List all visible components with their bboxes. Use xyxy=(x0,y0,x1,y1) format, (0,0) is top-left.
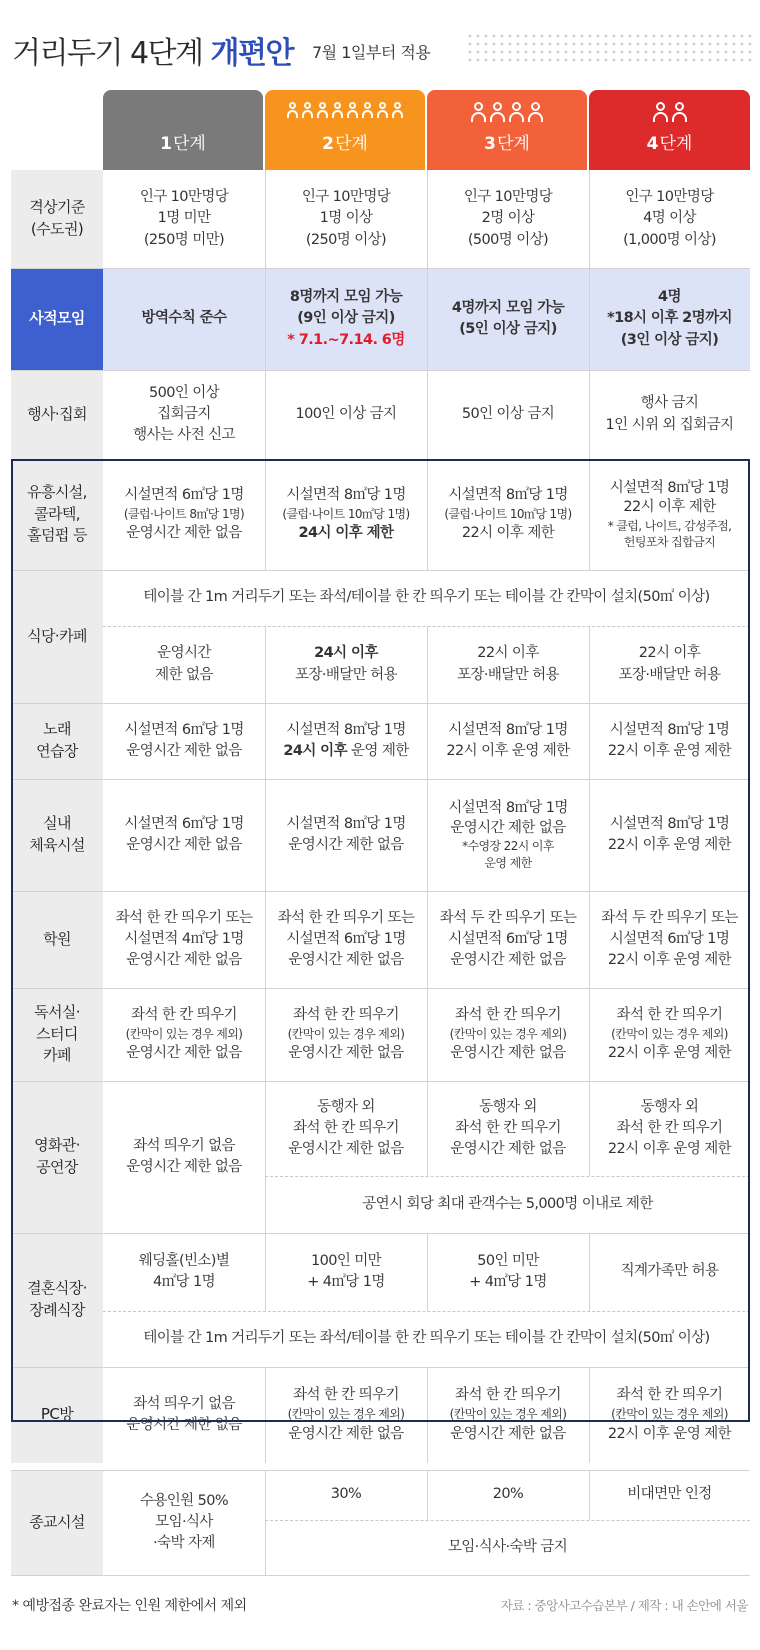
events-level-2: 100인 이상 금지 xyxy=(295,405,397,422)
private-level-1: 방역수칙 준수 xyxy=(103,268,265,370)
row-label-academy: 학원 xyxy=(11,891,103,988)
events-level-4: 행사 금지 1인 시위 외 집회금지 xyxy=(605,395,734,433)
level-1-header: 1단계 xyxy=(103,90,263,170)
sports-level-4: 시설면적 8㎡당 1명 22시 이후 운영 제한 xyxy=(607,815,732,853)
level-4-header: 4단계 xyxy=(589,90,750,170)
religion-level-2: 30% xyxy=(330,1486,362,1503)
page-title: 거리두기 4단계 개편안 xyxy=(12,36,293,71)
row-label-sports: 실내 체육시설 xyxy=(11,779,103,891)
restaurant-level-3: 22시 이후 포장·배달만 허용 xyxy=(457,645,559,683)
cinema-level-2: 동행자 외 좌석 한 칸 띄우기 운영시간 제한 없음 xyxy=(288,1098,404,1157)
level-3-header: 3단계 xyxy=(427,90,587,170)
criteria-level-1: 인구 10만명당 1명 미만 (250명 미만) xyxy=(139,189,229,248)
page-subtitle: 7월 1일부터 적용 xyxy=(312,43,431,62)
people-four-icon xyxy=(427,102,587,124)
karaoke-level-1: 시설면적 6㎡당 1명 운영시간 제한 없음 xyxy=(124,721,244,759)
sports-level-2: 시설면적 8㎡당 1명 운영시간 제한 없음 xyxy=(286,815,406,853)
cinema-common-rule: 공연시 회당 최대 관객수는 5,000명 이내로 제한 xyxy=(362,1195,653,1212)
karaoke-level-2: 시설면적 8㎡당 1명 24시 이후 운영 제한 xyxy=(283,721,409,759)
religion-level-1: 수용인원 50% 모임·식사 ·숙박 자제 xyxy=(103,1470,265,1575)
row-label-events: 행사·집회 xyxy=(11,370,103,459)
footnote: * 예방접종 완료자는 인원 제한에서 제외 xyxy=(12,1598,247,1614)
sports-level-3: 시설면적 8㎡당 1명 운영시간 제한 없음 *수영장 22시 이후 운영 제한 xyxy=(448,800,568,870)
sports-level-1: 시설면적 6㎡당 1명 운영시간 제한 없음 xyxy=(124,815,244,853)
header xyxy=(0,0,760,90)
entertainment-level-3: 시설면적 8㎡당 1명 (클럽·나이트 10㎡당 1명) 22시 이후 제한 xyxy=(444,486,572,542)
people-group-icon xyxy=(265,102,425,120)
row-label-pcroom: PC방 xyxy=(11,1367,103,1463)
karaoke-level-4: 시설면적 8㎡당 1명 22시 이후 운영 제한 xyxy=(607,721,732,759)
entertainment-level-1: 시설면적 6㎡당 1명 (클럽·나이트 8㎡당 1명) 운영시간 제한 없음 xyxy=(123,486,245,542)
studycafe-level-1: 좌석 한 칸 띄우기 (칸막이 있는 경우 제외) 운영시간 제한 없음 xyxy=(125,1006,243,1062)
dot-pattern xyxy=(466,32,754,62)
source-credit: 자료 : 중앙사고수습본부 / 제작 : 내 손안에 서울 xyxy=(500,1598,748,1613)
people-two-icon xyxy=(589,102,750,124)
academy-level-4: 좌석 두 칸 띄우기 또는 시설면적 6㎡당 1명 22시 이후 운영 제한 xyxy=(601,909,738,968)
wedding-level-1: 웨딩홀(빈소)별 4㎡당 1명 xyxy=(138,1252,230,1290)
entertainment-level-2: 시설면적 8㎡당 1명 (클럽·나이트 10㎡당 1명) 24시 이후 제한 xyxy=(282,486,410,542)
private-level-4: 4명 *18시 이후 2명까지 (3인 이상 금지) xyxy=(589,268,750,370)
private-level-2-note: * 7.1.~7.14. 6명 xyxy=(287,331,405,348)
studycafe-level-3: 좌석 한 칸 띄우기 (칸막이 있는 경우 제외) 운영시간 제한 없음 xyxy=(449,1006,567,1062)
religion-level-3: 20% xyxy=(492,1486,524,1503)
row-label-religion: 종교시설 xyxy=(11,1470,103,1575)
cinema-level-4: 동행자 외 좌석 한 칸 띄우기 22시 이후 운영 제한 xyxy=(607,1098,732,1157)
pcroom-level-2: 좌석 한 칸 띄우기 (칸막이 있는 경우 제외) 운영시간 제한 없음 xyxy=(287,1387,405,1442)
academy-level-3: 좌석 두 칸 띄우기 또는 시설면적 6㎡당 1명 운영시간 제한 없음 xyxy=(439,909,577,968)
row-label-cinema: 영화관· 공연장 xyxy=(11,1081,103,1233)
wedding-level-4: 직계가족만 허용 xyxy=(620,1263,719,1280)
criteria-level-4: 인구 10만명당 4명 이상 (1,000명 이상) xyxy=(623,189,716,248)
pcroom-level-1: 좌석 띄우기 없음 운영시간 제한 없음 xyxy=(126,1395,242,1433)
restaurant-level-4: 22시 이후 포장·배달만 허용 xyxy=(618,645,721,683)
wedding-common-rule: 테이블 간 1m 거리두기 또는 좌석/테이블 한 칸 띄우기 또는 테이블 간 칸막이 설치(50㎡ 이상) xyxy=(143,1330,710,1347)
academy-level-2: 좌석 한 칸 띄우기 또는 시설면적 6㎡당 1명 운영시간 제한 없음 xyxy=(277,909,415,968)
religion-level-4: 비대면만 인정 xyxy=(627,1486,712,1503)
row-label-criteria: 격상기준 (수도권) xyxy=(11,170,103,268)
row-label-restaurant: 식당·카페 xyxy=(11,570,103,703)
private-level-2: 8명까지 모임 가능 (9인 이상 금지) * 7.1.~7.14. 6명 xyxy=(265,268,427,370)
criteria-level-3: 인구 10만명당 2명 이상 (500명 이상) xyxy=(463,189,553,248)
row-label-entertainment: 유흥시설, 콜라텍, 홀덤펍 등 xyxy=(11,459,103,570)
events-level-1: 500인 이상 집회금지 행사는 사전 신고 xyxy=(133,384,235,443)
karaoke-level-3: 시설면적 8㎡당 1명 22시 이후 운영 제한 xyxy=(446,721,570,759)
wedding-level-3: 50인 미만 + 4㎡당 1명 xyxy=(469,1252,547,1290)
cinema-level-3: 동행자 외 좌석 한 칸 띄우기 운영시간 제한 없음 xyxy=(450,1098,566,1157)
entertainment-level-4: 시설면적 8㎡당 1명 22시 이후 제한 * 클럽, 나이트, 감성주점, 헌팅포차 집합금지 xyxy=(607,479,732,550)
events-level-3: 50인 이상 금지 xyxy=(461,405,555,422)
row-label-private: 사적모임 xyxy=(11,268,103,370)
studycafe-level-4: 좌석 한 칸 띄우기 (칸막이 있는 경우 제외) 22시 이후 운영 제한 xyxy=(607,1006,732,1062)
level-2-header: 2단계 xyxy=(265,90,425,170)
cinema-level-1: 좌석 띄우기 없음 운영시간 제한 없음 xyxy=(126,1137,242,1175)
row-label-studycafe: 독서실· 스터디 카페 xyxy=(11,988,103,1081)
row-label-karaoke: 노래 연습장 xyxy=(11,703,103,779)
restaurant-level-2: 24시 이후 포장·배달만 허용 xyxy=(295,645,397,683)
pcroom-level-4: 좌석 한 칸 띄우기 (칸막이 있는 경우 제외) 22시 이후 운영 제한 xyxy=(607,1387,732,1442)
studycafe-level-2: 좌석 한 칸 띄우기 (칸막이 있는 경우 제외) 운영시간 제한 없음 xyxy=(287,1006,405,1062)
criteria-level-2: 인구 10만명당 1명 이상 (250명 이상) xyxy=(301,189,391,248)
restaurant-level-1: 운영시간 제한 없음 xyxy=(155,645,213,683)
academy-level-1: 좌석 한 칸 띄우기 또는 시설면적 4㎡당 1명 운영시간 제한 없음 xyxy=(115,909,253,968)
row-label-wedding: 결혼식장· 장례식장 xyxy=(11,1233,103,1367)
private-level-3: 4명까지 모임 가능 (5인 이상 금지) xyxy=(427,268,589,370)
religion-common-rule: 모임·식사·숙박 금지 xyxy=(447,1538,568,1555)
restaurant-common-rule: 테이블 간 1m 거리두기 또는 좌석/테이블 한 칸 띄우기 또는 테이블 간 칸막이 설치(50㎡ 이상) xyxy=(143,589,710,606)
pcroom-level-3: 좌석 한 칸 띄우기 (칸막이 있는 경우 제외) 운영시간 제한 없음 xyxy=(449,1387,567,1442)
wedding-level-2: 100인 미만 + 4㎡당 1명 xyxy=(307,1252,385,1290)
